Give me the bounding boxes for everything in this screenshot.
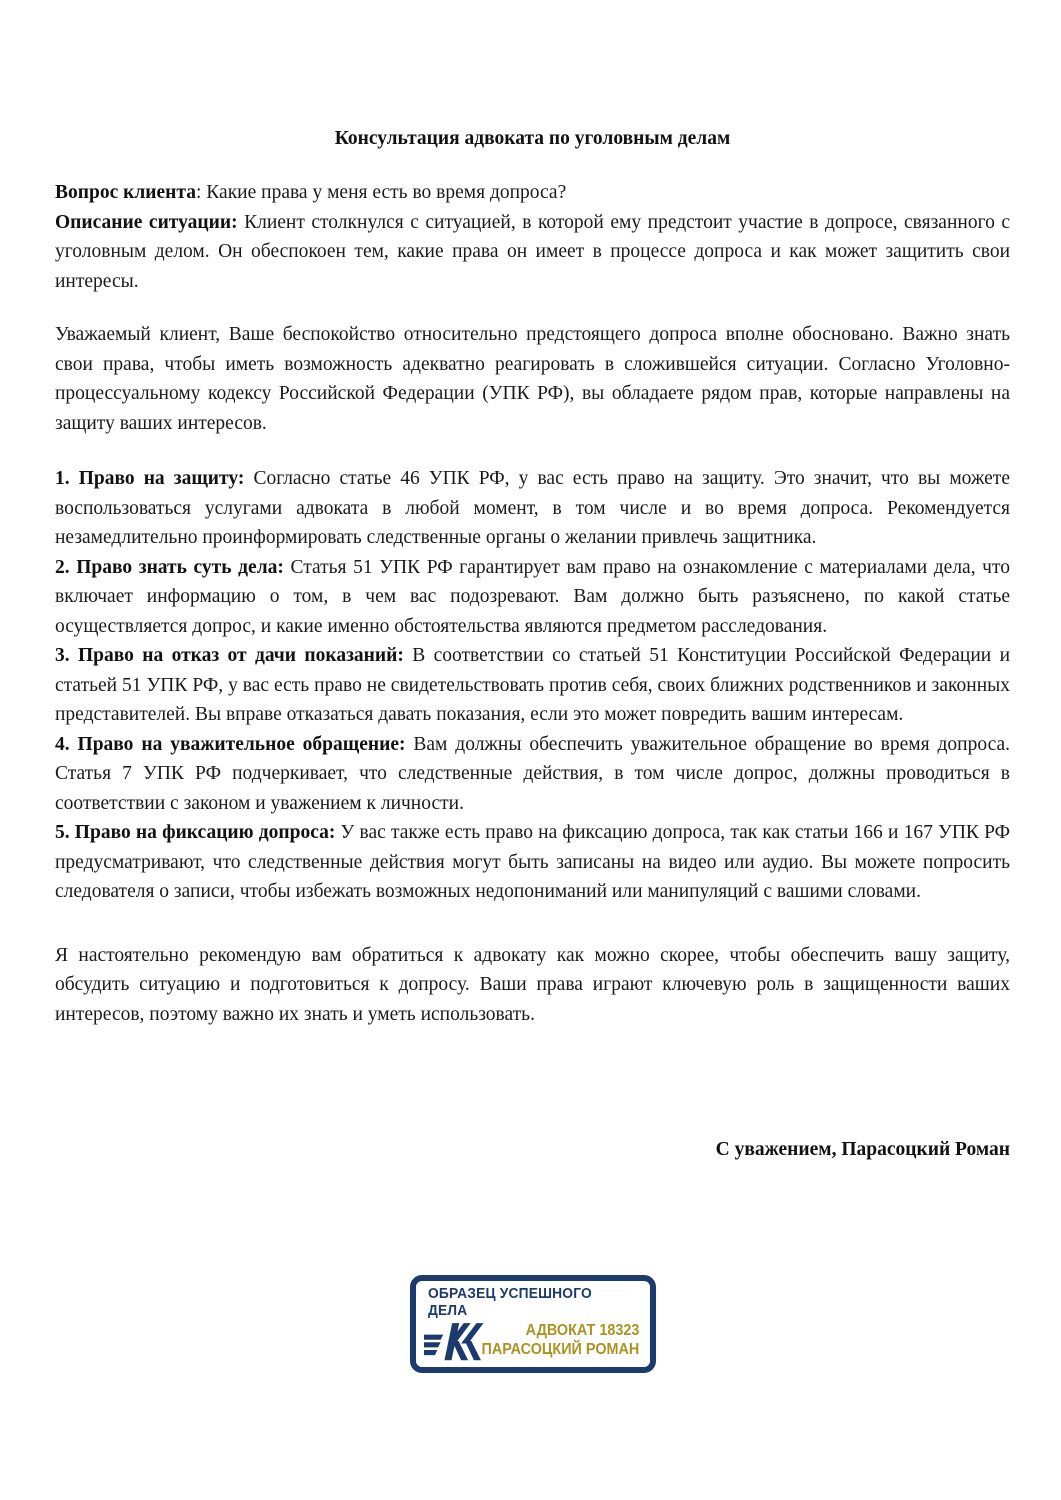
right-item-4 [55, 730, 1010, 819]
right-item-2 [55, 553, 1010, 642]
right-item-1 [55, 464, 1010, 553]
stamp-line1: ОБРАЗЕЦ УСПЕШНОГО [427, 1285, 592, 1302]
page-title: Консультация адвоката по уголовным делам [334, 128, 731, 149]
signature-line: С уважением, Парасоцкий Роман [715, 1139, 1010, 1160]
right-item-1-text: Согласно статье 46 УПК РФ, у вас есть право на защиту. Это значит, что вы можете воспользоваться услугами адвоката в любой момент, в том числе и во время допроса. Рекомендуется незамедлительно проинформировать следственные органы о желании привлечь защитника. [55, 468, 1010, 548]
right-item-3-label: 3. Право на отказ от дачи показаний: [55, 645, 404, 666]
right-item-5-label: 5. Право на фиксацию допроса: [55, 822, 336, 843]
rights-list [55, 464, 1010, 907]
stamp-line2: ДЕЛА [427, 1302, 467, 1319]
right-item-5-text: У вас также есть право на фиксацию допроса, так как статьи 166 и 167 УПК РФ предусматривают, что следственные действия могут быть записаны на видео или аудио. Вы можете попросить следователя о записи, чтобы избежать возможных недопониманий или манипуляций с вашими словами. [55, 822, 1011, 902]
client-question-paragraph [55, 178, 1010, 208]
stamp-advocate-name: ПАРАСОЦКИЙ РОМАН [481, 1340, 640, 1358]
situation-paragraph [55, 208, 1010, 297]
situation-label: Описание ситуации: [55, 211, 238, 233]
right-item-3-text: В соответствии со статьей 51 Конституции Российской Федерации и статьей 51 УПК РФ, у вас есть право не свидетельствовать против себя, своих ближних родственников и законных представителей. Вы вправе отказаться давать показания, если это может повредить вашим интересам. [55, 645, 1011, 725]
situation-text: Клиент столкнулся с ситуацией, в которой ему предстоит участие в допросе, связанного с уголовным делом. Он обеспокоен тем, какие права он имеет в процессе допроса и как может защитить свои интересы. [55, 211, 1011, 292]
stamp-advocate-number: АДВОКАТ 18323 [525, 1321, 640, 1339]
right-item-3 [55, 641, 1010, 730]
closing-paragraph: Я настоятельно рекомендую вам обратиться к адвокату как можно скорее, чтобы обеспечить вашу защиту, обсудить ситуацию и подготовиться к допросу. Ваши права играют ключевую роль в защищенности ваших интересов, поэтому важно их знать и уметь использовать. [55, 944, 1010, 1025]
law-firm-stamp [410, 1275, 656, 1373]
client-question-label: Вопрос клиента [55, 182, 196, 203]
right-item-5 [55, 818, 1010, 907]
right-item-1-label: 1. Право на защиту: [55, 468, 245, 489]
right-item-2-text: Статья 51 УПК РФ гарантирует вам право на ознакомление с материалами дела, что включает информацию о том, в чем вас подозревают. Вам должно быть разъяснено, по какой статье осуществляется допрос, и какие именно обстоятельства являются предметом расследования. [55, 556, 1011, 637]
intro-paragraph: Уважаемый клиент, Ваше беспокойство относительно предстоящего допроса вполне обосновано. Важно знать свои права, чтобы иметь возможность адекватно реагировать в сложившейся ситуации. Согласно Уголовно-процессуальному кодексу Российской Федерации (УПК РФ), вы обладаете рядом прав, которые направлены на защиту ваших интересов. [55, 324, 1010, 434]
client-question-text: : Какие права у меня есть во время допроса? [196, 182, 567, 203]
double-k-logo-icon [424, 1318, 488, 1364]
right-item-2-label: 2. Право знать суть дела: [55, 556, 284, 578]
right-item-4-label: 4. Право на уважительное обращение: [55, 733, 406, 755]
right-item-4-text: Вам должны обеспечить уважительное обращение во время допроса. Статья 7 УПК РФ подчеркивает, что следственные действия, в том числе допрос, должны проводиться в соответствии с законом и уважением к личности. [55, 733, 1010, 814]
